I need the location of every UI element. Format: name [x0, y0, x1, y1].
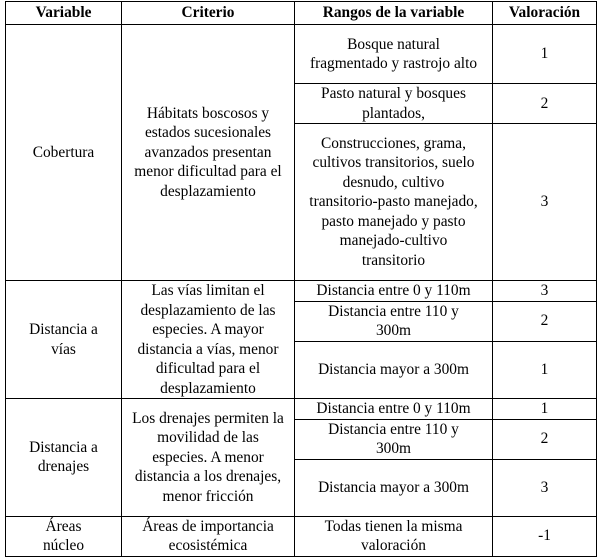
valor-cell: 3 [493, 124, 597, 281]
header-criterio: Criterio [122, 2, 295, 25]
criterio-cell: Las vías limitan el desplazamiento de las especies. A mayor distancia a vías, menor dificultad para el desplazamiento [122, 281, 295, 399]
valor-cell: 1 [493, 399, 597, 420]
header-variable: Variable [6, 2, 122, 25]
criterio-cell: Hábitats boscosos y estados sucesionales avanzados presentan menor dificultad para el desplazamiento [122, 25, 295, 281]
valor-cell: 3 [493, 281, 597, 302]
variable-cell: Distancia a vías [6, 281, 122, 399]
variable-cell: Cobertura [6, 25, 122, 281]
header-valoracion: Valoración [493, 2, 597, 25]
valor-cell: 2 [493, 301, 597, 341]
criterio-cell: Los drenajes permiten la movilidad de las especies. A menor distancia a los drenajes, menor fricción [122, 399, 295, 517]
rango-cell: Bosque natural fragmentado y rastrojo alto [295, 25, 493, 84]
variable-cell: Áreas núcleo [6, 516, 122, 556]
valor-cell: 1 [493, 25, 597, 84]
rango-cell: Distancia entre 0 y 110m [295, 399, 493, 420]
valor-cell: 1 [493, 341, 597, 398]
header-row [6, 2, 597, 25]
rango-cell: Construcciones, grama, cultivos transitorios, suelo desnudo, cultivo transitorio-pasto manejado, pasto manejado y pasto manejado-cultivo transitorio [295, 124, 493, 281]
rango-cell: Distancia mayor a 300m [295, 459, 493, 516]
rango-cell: Distancia entre 110 y 300m [295, 419, 493, 459]
table-row [6, 25, 597, 84]
variable-cell: Distancia a drenajes [6, 399, 122, 517]
rango-cell: Distancia mayor a 300m [295, 341, 493, 398]
valor-cell: -1 [493, 516, 597, 556]
valor-cell: 3 [493, 459, 597, 516]
rango-cell: Distancia entre 0 y 110m [295, 281, 493, 302]
table-row [6, 281, 597, 302]
header-rangos: Rangos de la variable [295, 2, 493, 25]
table-row [6, 399, 597, 420]
rango-cell: Todas tienen la misma valoración [295, 516, 493, 556]
rango-cell: Pasto natural y bosques plantados, [295, 84, 493, 124]
valor-cell: 2 [493, 84, 597, 124]
table-row [6, 516, 597, 556]
criteria-table [5, 1, 597, 557]
valor-cell: 2 [493, 419, 597, 459]
rango-cell: Distancia entre 110 y 300m [295, 301, 493, 341]
criterio-cell: Áreas de importancia ecosistémica [122, 516, 295, 556]
